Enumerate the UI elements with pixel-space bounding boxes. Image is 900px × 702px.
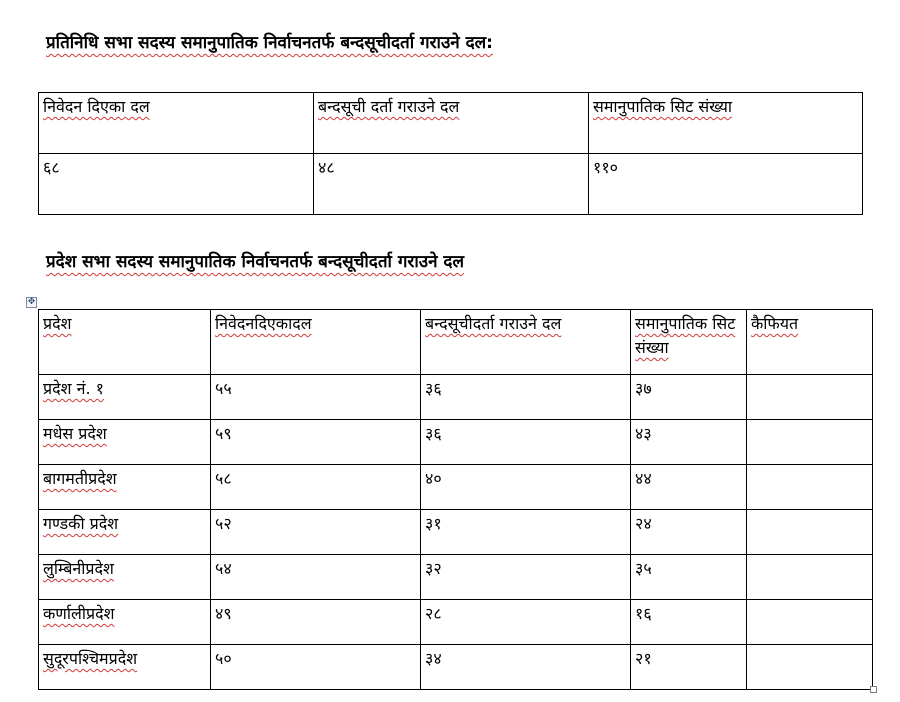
table-cell[interactable]: [39, 555, 211, 600]
cell-value: ५५: [215, 379, 232, 398]
header-province: प्रदेश: [43, 314, 72, 333]
cell-value: १६: [635, 604, 652, 623]
table-cell[interactable]: [631, 375, 747, 420]
header-proportional-seats: समानुपातिक सिट संख्या: [635, 314, 736, 357]
table-row: [39, 154, 863, 215]
header-remarks: कैफियत: [751, 314, 799, 333]
heading-provincial-assembly: प्रदेश सभा सदस्य समानुपातिक निर्वाचनतर्फ बन्दसूचीदर्ता गराउने दल: [46, 252, 464, 272]
province-name: कर्णालीप्रदेश: [43, 604, 115, 623]
header-cell[interactable]: [39, 93, 314, 154]
header-cell[interactable]: [589, 93, 863, 154]
resize-handle-icon[interactable]: [870, 686, 877, 693]
cell-value: ४०: [425, 469, 442, 488]
header-cell[interactable]: [39, 310, 211, 375]
header-cell[interactable]: [631, 310, 747, 375]
cell-value: ३१: [425, 514, 442, 533]
province-name: सुदूरपश्चिमप्रदेश: [43, 649, 138, 668]
table-cell[interactable]: [421, 510, 631, 555]
header-applicant-parties: निवेदनदिएकादल: [215, 314, 312, 333]
table-row: [39, 555, 873, 600]
table-cell[interactable]: [211, 510, 421, 555]
table-cell[interactable]: [211, 465, 421, 510]
header-cell[interactable]: [314, 93, 589, 154]
header-applicant-parties: निवेदन दिएका दल: [43, 97, 150, 116]
table-row: [39, 465, 873, 510]
cell-value: ३७: [635, 379, 652, 398]
table-row: [39, 420, 873, 465]
table-cell[interactable]: [211, 645, 421, 690]
header-cell[interactable]: [421, 310, 631, 375]
table-header-row: [39, 93, 863, 154]
table-cell[interactable]: [747, 465, 873, 510]
table-cell[interactable]: [39, 375, 211, 420]
table-row: [39, 375, 873, 420]
table-cell[interactable]: [211, 555, 421, 600]
province-name: प्रदेश नं. १: [43, 379, 104, 398]
cell-value: ५४: [215, 559, 232, 578]
table-cell[interactable]: [747, 420, 873, 465]
table-cell[interactable]: [211, 375, 421, 420]
cell-value: ३५: [635, 559, 652, 578]
move-arrows-icon[interactable]: ✥: [27, 297, 36, 307]
table-cell[interactable]: [39, 420, 211, 465]
province-name: गण्डकी प्रदेश: [43, 514, 119, 533]
cell-value: ५२: [215, 514, 232, 533]
cell-value: २४: [635, 514, 652, 533]
table-cell[interactable]: [211, 600, 421, 645]
header-closed-list-parties: बन्दसूची दर्ता गराउने दल: [318, 97, 460, 116]
table-cell[interactable]: [747, 510, 873, 555]
header-cell[interactable]: [747, 310, 873, 375]
province-name: बागमतीप्रदेश: [43, 469, 117, 488]
table-provinces: [38, 309, 873, 690]
cell-value: ४४: [635, 469, 652, 488]
cell-value: ६८: [43, 158, 60, 177]
heading-representatives: प्रतिनिधि सभा सदस्य समानुपातिक निर्वाचनतर्फ बन्दसूचीदर्ता गराउने दल:: [46, 33, 493, 53]
cell-value: २१: [635, 649, 652, 668]
table-cell[interactable]: [39, 600, 211, 645]
table-representatives: [38, 92, 863, 215]
header-closed-list-parties: बन्दसूचीदर्ता गराउने दल: [425, 314, 562, 333]
table-row: [39, 510, 873, 555]
table-cell[interactable]: [421, 420, 631, 465]
table-cell[interactable]: [631, 555, 747, 600]
table-cell[interactable]: [421, 645, 631, 690]
cell-value: ५९: [215, 424, 232, 443]
table-cell[interactable]: [421, 555, 631, 600]
table-header-row: [39, 310, 873, 375]
table-cell[interactable]: [631, 645, 747, 690]
table-cell[interactable]: [747, 555, 873, 600]
cell-value: ३६: [425, 424, 442, 443]
table-row: [39, 645, 873, 690]
province-name: मधेस प्रदेश: [43, 424, 107, 443]
cell-value: ११०: [593, 158, 618, 177]
cell-value: २८: [425, 604, 442, 623]
cell-value: ३६: [425, 379, 442, 398]
table-cell[interactable]: [421, 465, 631, 510]
table-cell[interactable]: [314, 154, 589, 215]
cell-value: ३२: [425, 559, 442, 578]
table-cell[interactable]: [631, 420, 747, 465]
cell-value: ३४: [425, 649, 442, 668]
table-cell[interactable]: [747, 375, 873, 420]
province-name: लुम्बिनीप्रदेश: [43, 559, 114, 578]
cell-value: ४९: [215, 604, 232, 623]
table-cell[interactable]: [747, 600, 873, 645]
table-cell[interactable]: [747, 645, 873, 690]
cell-value: ४३: [635, 424, 652, 443]
table-row: [39, 600, 873, 645]
table-cell[interactable]: [39, 465, 211, 510]
cell-value: ५०: [215, 649, 232, 668]
table-cell[interactable]: [421, 375, 631, 420]
table-cell[interactable]: [631, 510, 747, 555]
table-cell[interactable]: [421, 600, 631, 645]
table-cell[interactable]: [211, 420, 421, 465]
table-cell[interactable]: [589, 154, 863, 215]
cell-value: ४८: [318, 158, 335, 177]
table-cell[interactable]: [39, 645, 211, 690]
table-cell[interactable]: [39, 154, 314, 215]
header-cell[interactable]: [211, 310, 421, 375]
table-cell[interactable]: [631, 600, 747, 645]
table-cell[interactable]: [39, 510, 211, 555]
cell-value: ५८: [215, 469, 232, 488]
table-cell[interactable]: [631, 465, 747, 510]
header-proportional-seats: समानुपातिक सिट संख्या: [593, 97, 732, 116]
